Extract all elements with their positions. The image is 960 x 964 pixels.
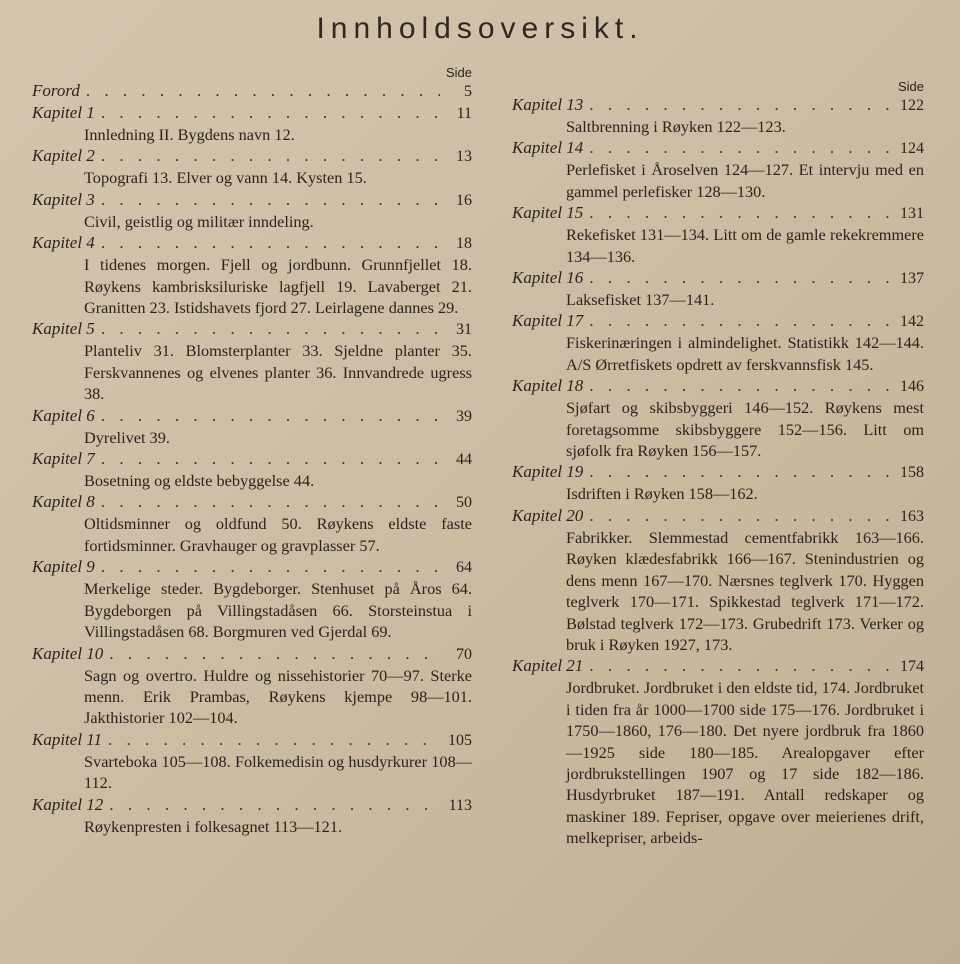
dot-leader	[109, 794, 440, 815]
toc-entry-line	[512, 310, 924, 332]
toc-entry	[32, 189, 472, 232]
chapter-description: Bosetning og eldste bebyggelse 44.	[84, 471, 315, 491]
chapter-label: Kapitel 11	[32, 729, 103, 749]
toc-entry	[32, 491, 472, 556]
page-number: 13	[456, 148, 472, 166]
page-number: 44	[456, 451, 472, 469]
toc-entry-line	[512, 375, 924, 397]
toc-column-right	[512, 80, 924, 849]
chapter-description: Innledning II. Bygdens navn 12.	[84, 125, 295, 144]
toc-entry	[32, 794, 472, 837]
chapter-description: Topografi 13. Elver og vann 14. Kysten 15.	[84, 168, 367, 188]
chapter-description: Sagn og overtro. Huldre og nissehistorier 70—97. Sterke menn. Erik Prambas, Røykens kjempe 98—101. Jakthistorier 102—104.	[84, 665, 472, 728]
toc-entry-line	[512, 655, 924, 677]
chapter-label: Kapitel 10	[32, 643, 104, 663]
page-number: 39	[456, 407, 472, 425]
toc-entry-line	[32, 80, 472, 102]
toc-entry-line	[32, 556, 472, 578]
toc-entry	[32, 318, 472, 404]
dot-leader	[101, 491, 440, 512]
toc-entry	[32, 80, 472, 102]
dot-leader	[101, 556, 440, 577]
toc-entry	[32, 643, 472, 729]
chapter-description: Fabrikker. Slemmestad cementfabrikk 163—166. Røyken klædesfabrikk 166—167. Stenindustrien og dens menn 167—170. Nærsnes teglverk 170. Hyggen teglverk 170—171. Spikkestad teglverk 171—172. Bølstad teglverk 172—173. Grubedrift 173. Verker og bruk i Røyken 1927, 173.	[566, 527, 924, 654]
dot-leader	[109, 643, 440, 664]
chapter-description: Jordbruket. Jordbruket i den eldste tid, 174. Jordbruket i tiden fra år 1000—1700 side 175—176. Jordbruket i 1750—1860, 176—180. Det nyere jordbruk fra 1860—1925 side 180—185. Arealopgaver efter jordbrukstellingen 1907 og 17 side 182—186. Husdyrbruket 187—191. Antall redskaper og maskiner 189. Fepriser, opgave over meierienes drift, melkepriser, arbeids-	[566, 678, 924, 848]
toc-entries-left	[32, 80, 472, 837]
toc-entry-line	[32, 405, 472, 427]
toc-entry-line	[512, 461, 924, 483]
toc-entry	[512, 375, 924, 461]
dot-leader	[108, 729, 440, 750]
dot-leader	[589, 267, 892, 288]
chapter-description: I tidenes morgen. Fjell og jordbunn. Grunnfjellet 18. Røykens kambrisksiluriske lagfjell 19. Lavaberget 21. Granitten 23. Istidshavets fjord 27. Leirlagene dannes 29.	[84, 255, 472, 318]
toc-entry	[512, 202, 924, 267]
page-number: 146	[900, 378, 924, 396]
toc-entry-line	[32, 448, 472, 470]
chapter-description: Røykenpresten i folkesagnet 113—121.	[84, 816, 343, 836]
chapter-label: Kapitel 15	[512, 203, 584, 223]
toc-entry-line	[32, 729, 472, 751]
page-number: 18	[456, 235, 472, 253]
chapter-description: Oltidsminner og oldfund 50. Røykens eldste faste fortidsminner. Gravhauger og gravplasser 57.	[84, 514, 472, 555]
chapter-description: Isdriften i Røyken 158—162.	[566, 484, 758, 504]
dot-leader	[589, 94, 892, 115]
page-number: 163	[900, 507, 924, 525]
toc-entry	[32, 232, 472, 318]
dot-leader	[101, 145, 440, 166]
toc-entry-line	[512, 202, 924, 224]
toc-entry	[512, 310, 924, 375]
toc-entry-line	[32, 318, 472, 340]
page-number: 142	[900, 313, 924, 331]
chapter-label: Kapitel 4	[32, 233, 95, 253]
chapter-label: Kapitel 21	[512, 656, 584, 676]
dot-leader	[589, 655, 892, 676]
dot-leader	[101, 318, 440, 339]
side-header-left: Side	[445, 65, 472, 80]
toc-entry	[512, 137, 924, 202]
dot-leader	[101, 448, 440, 469]
toc-column-left	[32, 66, 472, 837]
chapter-label: Kapitel 8	[32, 492, 95, 512]
toc-entry-line	[32, 232, 472, 254]
toc-entry	[512, 267, 924, 310]
chapter-label: Kapitel 2	[32, 146, 95, 166]
toc-entry	[32, 448, 472, 491]
toc-entry	[512, 505, 924, 655]
page-number: 16	[456, 191, 472, 209]
chapter-label: Kapitel 7	[32, 449, 95, 469]
toc-entry	[512, 461, 924, 504]
toc-entry-line	[32, 145, 472, 167]
toc-entry-line	[32, 491, 472, 513]
chapter-description: Merkelige steder. Bygdeborger. Stenhuset på Åros 64. Bygdeborgen på Villingstadåsen 66. Storsteinstua i Villingstadåsen 68. Borgmuren ved Gjerdal 69.	[84, 579, 472, 642]
toc-entry-line	[512, 505, 924, 527]
dot-leader	[101, 189, 440, 210]
page-number: 124	[900, 140, 924, 158]
page-number: 11	[456, 105, 472, 122]
toc-entry-line	[32, 794, 472, 816]
page-number: 113	[448, 796, 472, 814]
page-title: Innholdsoversikt.	[316, 12, 644, 45]
toc-entry-line	[32, 643, 472, 665]
page-number: 50	[456, 494, 472, 512]
page-number: 70	[456, 645, 472, 663]
side-header-right: Side	[897, 79, 924, 94]
chapter-label: Kapitel 1	[32, 103, 95, 122]
toc-entry	[32, 102, 472, 145]
toc-entry-line	[32, 102, 472, 124]
dot-leader	[589, 505, 892, 526]
toc-entry	[32, 556, 472, 642]
dot-leader	[589, 375, 892, 396]
chapter-description: Civil, geistlig og militær inndeling.	[84, 211, 314, 231]
toc-entry	[32, 729, 472, 794]
toc-entry-line	[512, 94, 924, 116]
chapter-description: Sjøfart og skibsbyggeri 146—152. Røykens mest foretagsomme skibsbyggere 152—156. Litt om sjøfolk fra Røyken 156—157.	[566, 398, 924, 461]
chapter-label: Kapitel 3	[32, 189, 95, 209]
page-number: 158	[900, 464, 924, 482]
dot-leader	[589, 461, 892, 482]
chapter-label: Forord	[32, 81, 80, 100]
chapter-label: Kapitel 19	[512, 462, 584, 482]
dot-leader	[86, 80, 440, 101]
toc-entries-right	[512, 94, 924, 849]
page-number: 131	[900, 205, 924, 223]
dot-leader	[589, 310, 892, 331]
toc-entry-line	[512, 267, 924, 289]
chapter-label: Kapitel 20	[512, 505, 584, 525]
chapter-description: Fiskerinæringen i almindelighet. Statistikk 142—144. A/S Ørretfiskets opdrett av ferskvannsfisk 145.	[566, 333, 924, 374]
chapter-label: Kapitel 17	[512, 311, 584, 331]
page-number: 105	[448, 731, 472, 749]
chapter-label: Kapitel 5	[32, 319, 95, 339]
page-number: 137	[900, 270, 924, 288]
toc-entry	[32, 145, 472, 188]
chapter-label: Kapitel 16	[512, 268, 584, 288]
chapter-description: Laksefisket 137—141.	[566, 290, 715, 310]
dot-leader	[101, 102, 440, 123]
page-number: 5	[464, 83, 472, 100]
chapter-label: Kapitel 13	[512, 95, 584, 114]
chapter-description: Rekefisket 131—134. Litt om de gamle rekekremmere 134—136.	[566, 225, 924, 266]
toc-entry-line	[32, 189, 472, 211]
dot-leader	[101, 232, 440, 253]
chapter-label: Kapitel 9	[32, 557, 95, 577]
chapter-description: Planteliv 31. Blomsterplanter 33. Sjeldne planter 35. Ferskvannenes og elvenes planter 36. Innvandrede ugress 38.	[84, 341, 472, 404]
toc-entry-line	[512, 137, 924, 159]
dot-leader	[589, 137, 892, 158]
chapter-description: Saltbrenning i Røyken 122—123.	[566, 117, 786, 136]
chapter-label: Kapitel 12	[32, 794, 104, 814]
dot-leader	[101, 405, 440, 426]
chapter-label: Kapitel 18	[512, 376, 584, 396]
toc-entry	[512, 94, 924, 137]
toc-entry	[512, 655, 924, 848]
chapter-description: Perlefisket i Åroselven 124—127. Et intervju med en gammel perlefisker 128—130.	[566, 160, 924, 201]
chapter-label: Kapitel 6	[32, 405, 95, 425]
chapter-description: Svarteboka 105—108. Folkemedisin og husdyrkurer 108—112.	[84, 751, 472, 793]
chapter-description: Dyrelivet 39.	[84, 427, 170, 447]
chapter-label: Kapitel 14	[512, 138, 584, 158]
page-number: 64	[456, 559, 472, 577]
toc-entry	[32, 405, 472, 448]
page-number: 122	[900, 97, 924, 114]
dot-leader	[589, 202, 892, 223]
page-number: 31	[456, 321, 472, 339]
page-number: 174	[900, 658, 924, 676]
